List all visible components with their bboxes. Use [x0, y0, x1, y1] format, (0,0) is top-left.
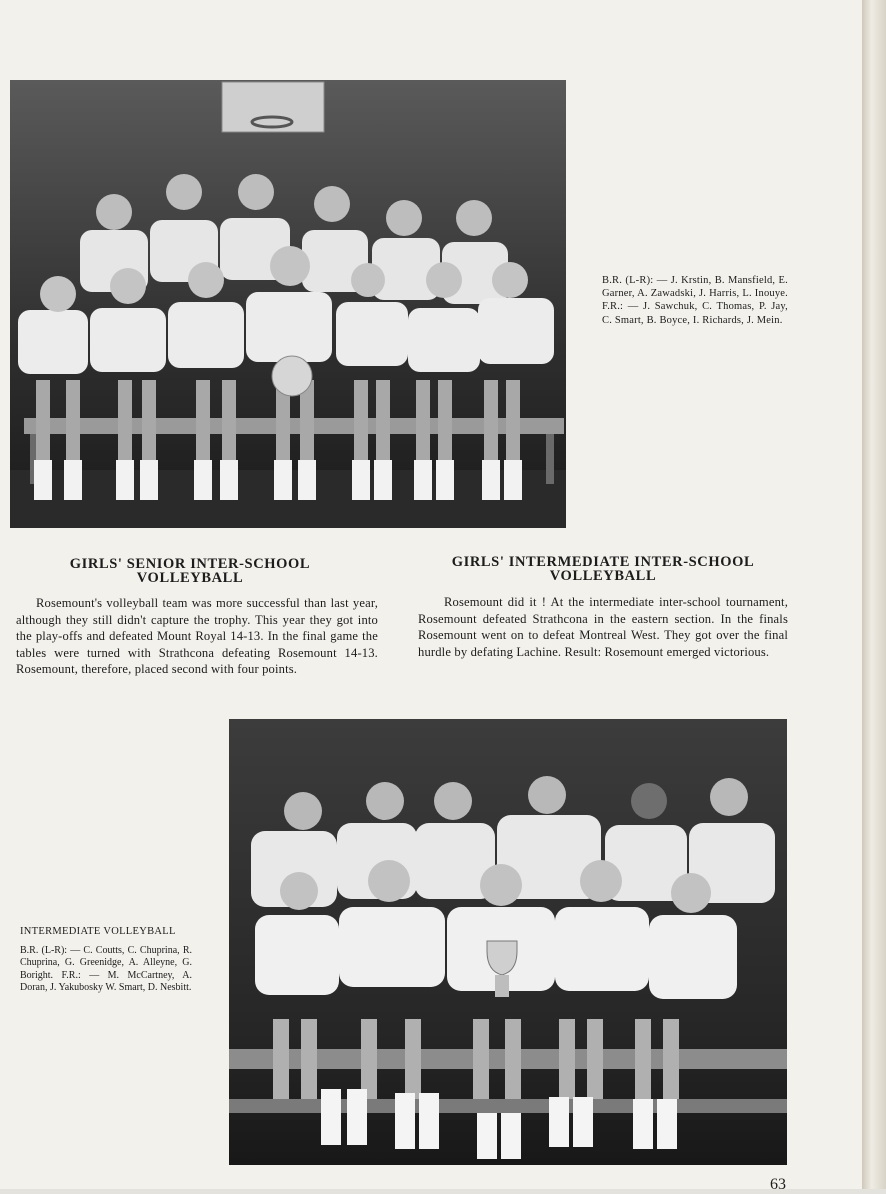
intermediate-team-photo [229, 719, 787, 1165]
senior-team-photo [10, 80, 566, 528]
senior-heading [40, 557, 340, 585]
senior-article-text: Rosemount's volleyball team was more successful than last year, although they still didn't capture the trophy. This year they got into the play-offs and defeated Mount Royal 14-13. In the final game the tables were turned with Strathcona defeating Rosemount 14-13. Rosemount, therefore, placed second with four points. [16, 596, 378, 677]
intermediate-heading [420, 555, 786, 583]
senior-team-caption: B.R. (L-R): — J. Krstin, B. Mansfield, E. Garner, A. Zawadski, J. Harris, L. Inouye. F.R.: — J. Sawchuk, C. Thomas, P. Jay, C. Smart, B. Boyce, I. Richards, J. Mein. [602, 275, 788, 326]
intermediate-team-caption [20, 926, 192, 995]
intermediate-caption-title: INTERMEDIATE VOLLEYBALL [20, 926, 176, 937]
intermediate-heading-line2: VOLLEYBALL [549, 568, 657, 584]
senior-team-photo-graphic [10, 80, 566, 528]
book-binding-edge [862, 0, 886, 1189]
intermediate-article-text: Rosemount did it ! At the intermediate inter-school tournament, Rosemount defeated Strathcona in the eastern section. In the finals Rosemount went on to defeat Montreal West. They got over the final hurdle by defating Lachine. Result: Rosemount emerged victorious. [418, 595, 788, 659]
senior-heading-line1: GIRLS' SENIOR INTER-SCHOOL [69, 556, 311, 572]
intermediate-caption-names: B.R. (L-R): — C. Coutts, C. Chuprina, R. Chuprina, G. Greenidge, A. Alleyne, G. Boright. F.R.: — M. McCartney, A. Doran, J. Yakubosky W. Smart, D. Nesbitt. [20, 944, 192, 994]
senior-heading-line2: VOLLEYBALL [136, 570, 244, 586]
page-number: 63 [770, 1176, 786, 1193]
intermediate-team-photo-graphic [229, 719, 787, 1165]
intermediate-heading-line1: GIRLS' INTERMEDIATE INTER-SCHOOL [451, 554, 755, 570]
